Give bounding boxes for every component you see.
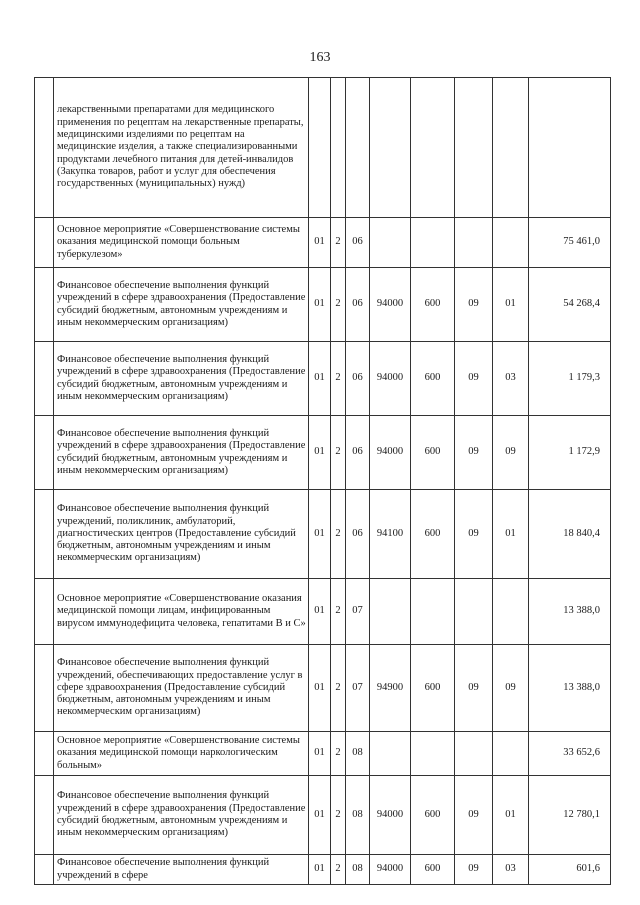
code-cell: 01 — [309, 645, 331, 732]
code-cell — [309, 78, 331, 218]
code-cell: 06 — [346, 342, 370, 416]
code-cell: 01 — [309, 855, 331, 885]
description-cell: Финансовое обеспечение выполнения функций учреждений в сфере здравоохранения (Предоставление субсидий бюджетным, автономным учреждениям и иным некоммерческим организациям) — [54, 416, 309, 490]
description-cell: Финансовое обеспечение выполнения функций учреждений в сфере здравоохранения (Предоставление субсидий бюджетным, автономным учреждениям и иным некоммерческим организациям) — [54, 268, 309, 342]
code-cell: 09 — [493, 416, 529, 490]
table-row — [35, 416, 611, 490]
amount-cell: 75 461,0 — [529, 218, 611, 268]
code-cell — [455, 732, 493, 776]
code-cell: 06 — [346, 416, 370, 490]
code-cell: 2 — [331, 579, 346, 645]
code-cell: 06 — [346, 218, 370, 268]
amount-cell: 33 652,6 — [529, 732, 611, 776]
code-cell: 01 — [309, 732, 331, 776]
code-cell: 94000 — [370, 342, 411, 416]
code-cell — [493, 579, 529, 645]
code-cell: 01 — [309, 490, 331, 579]
blank-cell — [35, 416, 54, 490]
blank-cell — [35, 342, 54, 416]
code-cell: 09 — [455, 342, 493, 416]
code-cell: 08 — [346, 776, 370, 855]
code-cell: 600 — [411, 416, 455, 490]
amount-cell: 18 840,4 — [529, 490, 611, 579]
amount-cell: 601,6 — [529, 855, 611, 885]
blank-cell — [35, 776, 54, 855]
code-cell: 2 — [331, 268, 346, 342]
page-number: 163 — [309, 50, 331, 65]
code-cell: 94000 — [370, 268, 411, 342]
code-cell: 08 — [346, 855, 370, 885]
code-cell: 2 — [331, 645, 346, 732]
blank-cell — [35, 218, 54, 268]
code-cell: 06 — [346, 490, 370, 579]
table-row — [35, 490, 611, 579]
code-cell: 2 — [331, 490, 346, 579]
amount-cell: 1 172,9 — [529, 416, 611, 490]
blank-cell — [35, 855, 54, 885]
table-row — [35, 579, 611, 645]
amount-cell: 54 268,4 — [529, 268, 611, 342]
code-cell: 94000 — [370, 855, 411, 885]
code-cell: 94100 — [370, 490, 411, 579]
description-cell: лекарственными препаратами для медицинского применения по рецептам на лекарственные препараты, медицинскими изделиями по рецептам на медицинские изделия, а также специализированными продуктами лечебного питания для детей-инвалидов (Закупка товаров, работ и услуг для обеспечения государственных (муниципальных) нужд) — [54, 78, 309, 218]
code-cell: 600 — [411, 342, 455, 416]
blank-cell — [35, 490, 54, 579]
code-cell — [411, 732, 455, 776]
budget-table — [34, 77, 611, 885]
code-cell — [411, 78, 455, 218]
blank-cell — [35, 268, 54, 342]
code-cell: 2 — [331, 855, 346, 885]
table-row — [35, 218, 611, 268]
table-body — [35, 78, 611, 885]
table-row — [35, 776, 611, 855]
code-cell — [370, 579, 411, 645]
blank-cell — [35, 78, 54, 218]
code-cell — [411, 579, 455, 645]
code-cell: 94000 — [370, 416, 411, 490]
code-cell: 01 — [493, 490, 529, 579]
code-cell — [411, 218, 455, 268]
code-cell — [493, 218, 529, 268]
table-row — [35, 342, 611, 416]
code-cell: 600 — [411, 776, 455, 855]
description-cell: Финансовое обеспечение выполнения функций учреждений в сфере здравоохранения (Предоставление субсидий бюджетным, автономным учреждениям и иным некоммерческим организациям) — [54, 342, 309, 416]
code-cell: 600 — [411, 855, 455, 885]
code-cell: 600 — [411, 268, 455, 342]
code-cell: 03 — [493, 855, 529, 885]
description-cell: Финансовое обеспечение выполнения функций учреждений, обеспечивающих предоставление услуг в сфере здравоохранения (Предоставление субсидий бюджетным, автономным учреждениям и иным некоммерческим организациям) — [54, 645, 309, 732]
description-cell: Финансовое обеспечение выполнения функций учреждений в сфере — [54, 855, 309, 885]
code-cell: 08 — [346, 732, 370, 776]
description-cell: Основное мероприятие «Совершенствование оказания медицинской помощи лицам, инфицированным вирусом иммунодефицита человека, гепатитами B и C» — [54, 579, 309, 645]
code-cell: 600 — [411, 490, 455, 579]
code-cell: 07 — [346, 579, 370, 645]
amount-cell: 13 388,0 — [529, 645, 611, 732]
code-cell: 06 — [346, 268, 370, 342]
blank-cell — [35, 732, 54, 776]
code-cell: 09 — [455, 776, 493, 855]
amount-cell: 13 388,0 — [529, 579, 611, 645]
code-cell: 01 — [309, 342, 331, 416]
code-cell — [455, 579, 493, 645]
code-cell — [370, 78, 411, 218]
description-cell: Финансовое обеспечение выполнения функций учреждений, поликлиник, амбулаторий, диагностических центров (Предоставление субсидий бюджетным, автономным учреждениям и иным некоммерческим организациям) — [54, 490, 309, 579]
code-cell — [455, 78, 493, 218]
code-cell — [455, 218, 493, 268]
blank-cell — [35, 645, 54, 732]
amount-cell — [529, 78, 611, 218]
code-cell: 09 — [455, 268, 493, 342]
code-cell: 09 — [455, 490, 493, 579]
code-cell — [493, 78, 529, 218]
table-row — [35, 78, 611, 218]
table-row — [35, 732, 611, 776]
blank-cell — [35, 579, 54, 645]
code-cell: 01 — [493, 268, 529, 342]
code-cell: 2 — [331, 416, 346, 490]
code-cell: 2 — [331, 776, 346, 855]
code-cell: 2 — [331, 218, 346, 268]
table-row — [35, 855, 611, 885]
code-cell: 01 — [309, 579, 331, 645]
code-cell — [331, 78, 346, 218]
code-cell: 01 — [309, 268, 331, 342]
code-cell: 03 — [493, 342, 529, 416]
code-cell: 94000 — [370, 776, 411, 855]
code-cell — [346, 78, 370, 218]
table-row — [35, 645, 611, 732]
amount-cell: 1 179,3 — [529, 342, 611, 416]
amount-cell: 12 780,1 — [529, 776, 611, 855]
code-cell — [493, 732, 529, 776]
code-cell: 09 — [455, 855, 493, 885]
code-cell — [370, 732, 411, 776]
description-cell: Основное мероприятие «Совершенствование системы оказания медицинской помощи больным туберкулезом» — [54, 218, 309, 268]
code-cell: 07 — [346, 645, 370, 732]
code-cell: 09 — [493, 645, 529, 732]
code-cell: 01 — [309, 218, 331, 268]
code-cell: 09 — [455, 416, 493, 490]
code-cell: 600 — [411, 645, 455, 732]
code-cell: 01 — [493, 776, 529, 855]
description-cell: Финансовое обеспечение выполнения функций учреждений в сфере здравоохранения (Предоставление субсидий бюджетным, автономным учреждениям и иным некоммерческим организациям) — [54, 776, 309, 855]
code-cell: 94900 — [370, 645, 411, 732]
code-cell — [370, 218, 411, 268]
code-cell: 2 — [331, 342, 346, 416]
code-cell: 01 — [309, 416, 331, 490]
code-cell: 09 — [455, 645, 493, 732]
code-cell: 01 — [309, 776, 331, 855]
description-cell: Основное мероприятие «Совершенствование системы оказания медицинской помощи наркологическим больным» — [54, 732, 309, 776]
table-row — [35, 268, 611, 342]
code-cell: 2 — [331, 732, 346, 776]
